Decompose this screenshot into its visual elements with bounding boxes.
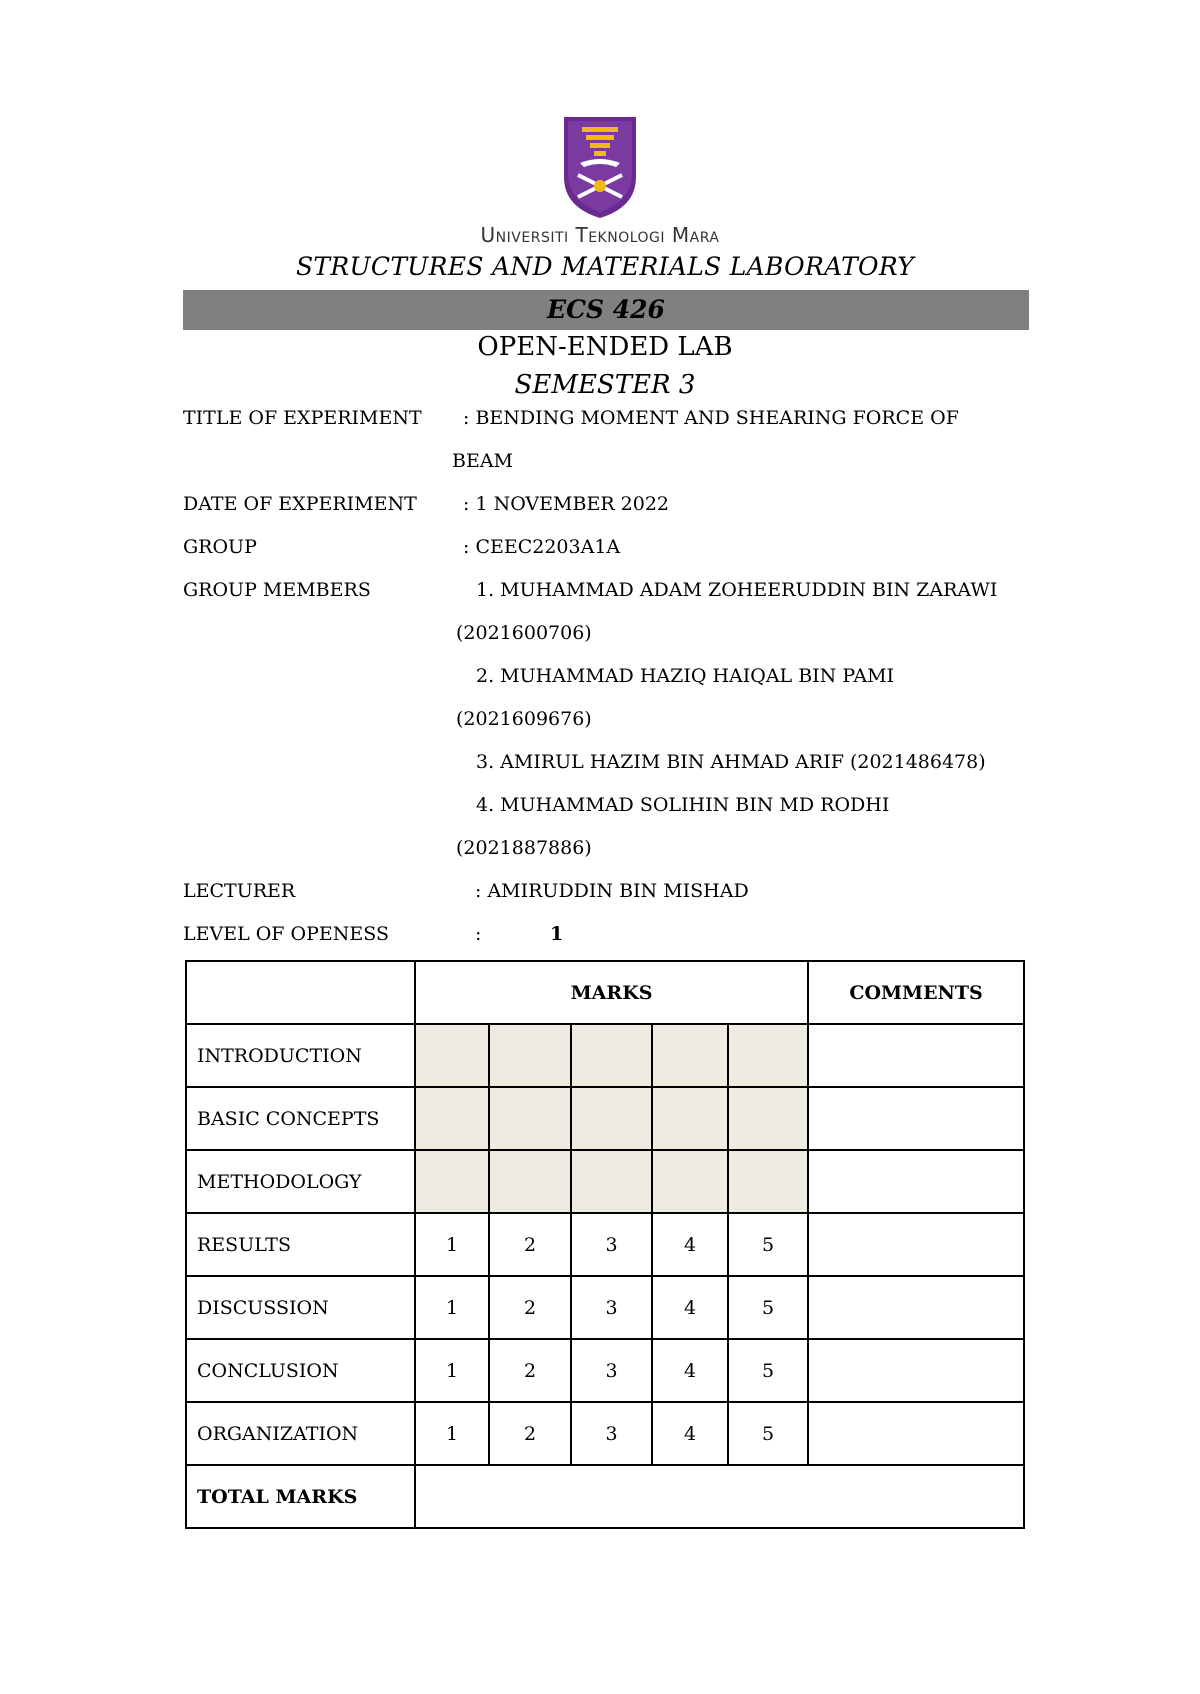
shaded-mark-cell xyxy=(571,1087,652,1150)
title-label: TITLE OF EXPERIMENT xyxy=(183,407,422,429)
marks-header: MARKS xyxy=(415,961,808,1024)
comment-cell xyxy=(808,1150,1024,1213)
shaded-mark-cell xyxy=(652,1150,728,1213)
shaded-mark-cell xyxy=(415,1150,489,1213)
shaded-mark-cell xyxy=(415,1024,489,1087)
shaded-mark-cell xyxy=(652,1024,728,1087)
total-marks-label: TOTAL MARKS xyxy=(186,1465,415,1528)
member-4: 4. MUHAMMAD SOLIHIN BIN MD RODHI xyxy=(476,794,890,816)
semester: SEMESTER 3 xyxy=(514,370,696,400)
openess-value: 1 xyxy=(550,923,564,945)
mark-option-cell: 1 xyxy=(415,1402,489,1465)
mark-option-cell: 3 xyxy=(571,1339,652,1402)
table-header-row xyxy=(186,961,1024,1024)
mark-option-cell: 5 xyxy=(728,1339,808,1402)
mark-option-cell: 4 xyxy=(652,1339,728,1402)
mark-option-cell: 2 xyxy=(489,1339,571,1402)
group-label: GROUP xyxy=(183,536,257,558)
criterion-label: BASIC CONCEPTS xyxy=(186,1087,415,1150)
members-label: GROUP MEMBERS xyxy=(183,579,371,601)
table-row xyxy=(186,1213,1024,1276)
shaded-mark-cell xyxy=(728,1024,808,1087)
table-row xyxy=(186,1402,1024,1465)
shaded-mark-cell xyxy=(489,1024,571,1087)
mark-option-cell: 4 xyxy=(652,1402,728,1465)
date-value: : 1 NOVEMBER 2022 xyxy=(463,493,670,515)
comment-cell xyxy=(808,1402,1024,1465)
openess-colon: : xyxy=(475,923,482,945)
shaded-mark-cell xyxy=(415,1087,489,1150)
mark-option-cell: 3 xyxy=(571,1213,652,1276)
comment-cell xyxy=(808,1276,1024,1339)
mark-option-cell: 1 xyxy=(415,1339,489,1402)
shaded-mark-cell xyxy=(652,1087,728,1150)
title-value-cont: BEAM xyxy=(452,450,514,472)
uitm-crest-icon xyxy=(560,115,640,220)
lab-title: STRUCTURES AND MATERIALS LABORATORY xyxy=(296,252,914,281)
table-row xyxy=(186,1150,1024,1213)
shaded-mark-cell xyxy=(728,1087,808,1150)
mark-option-cell: 3 xyxy=(571,1276,652,1339)
criterion-label: INTRODUCTION xyxy=(186,1024,415,1087)
mark-option-cell: 2 xyxy=(489,1276,571,1339)
total-marks-cell xyxy=(415,1465,1024,1528)
criterion-label: DISCUSSION xyxy=(186,1276,415,1339)
member-3: 3. AMIRUL HAZIM BIN AHMAD ARIF (2021486478) xyxy=(476,751,986,773)
member-2-id: (2021609676) xyxy=(456,708,592,730)
group-value: : CEEC2203A1A xyxy=(463,536,621,558)
shaded-mark-cell xyxy=(489,1087,571,1150)
table-row xyxy=(186,1276,1024,1339)
lecturer-label: LECTURER xyxy=(183,880,296,902)
title-value: : BENDING MOMENT AND SHEARING FORCE OF xyxy=(463,407,959,429)
member-4-id: (2021887886) xyxy=(456,837,592,859)
comment-cell xyxy=(808,1339,1024,1402)
total-row xyxy=(186,1465,1024,1528)
comment-cell xyxy=(808,1024,1024,1087)
comment-cell xyxy=(808,1213,1024,1276)
comment-cell xyxy=(808,1087,1024,1150)
comments-header: COMMENTS xyxy=(808,961,1024,1024)
table-row xyxy=(186,1024,1024,1087)
mark-option-cell: 2 xyxy=(489,1213,571,1276)
mark-option-cell: 3 xyxy=(571,1402,652,1465)
criterion-label: CONCLUSION xyxy=(186,1339,415,1402)
mark-option-cell: 4 xyxy=(652,1213,728,1276)
table-row xyxy=(186,1339,1024,1402)
mark-option-cell: 4 xyxy=(652,1276,728,1339)
shaded-mark-cell xyxy=(571,1024,652,1087)
header-blank-cell xyxy=(186,961,415,1024)
criterion-label: METHODOLOGY xyxy=(186,1150,415,1213)
shaded-mark-cell xyxy=(571,1150,652,1213)
member-1-id: (2021600706) xyxy=(456,622,592,644)
table-row xyxy=(186,1087,1024,1150)
date-label: DATE OF EXPERIMENT xyxy=(183,493,417,515)
university-name: Universiti Teknologi Mara xyxy=(480,223,720,247)
mark-option-cell: 1 xyxy=(415,1276,489,1339)
marks-table xyxy=(185,960,1025,1529)
criterion-label: ORGANIZATION xyxy=(186,1402,415,1465)
member-2: 2. MUHAMMAD HAZIQ HAIQAL BIN PAMI xyxy=(476,665,895,687)
shaded-mark-cell xyxy=(489,1150,571,1213)
mark-option-cell: 1 xyxy=(415,1213,489,1276)
member-1: 1. MUHAMMAD ADAM ZOHEERUDDIN BIN ZARAWI xyxy=(476,579,998,601)
mark-option-cell: 5 xyxy=(728,1213,808,1276)
criterion-label: RESULTS xyxy=(186,1213,415,1276)
course-code: ECS 426 xyxy=(183,290,1029,330)
mark-option-cell: 2 xyxy=(489,1402,571,1465)
lecturer-value: : AMIRUDDIN BIN MISHAD xyxy=(475,880,749,902)
mark-option-cell: 5 xyxy=(728,1276,808,1339)
mark-option-cell: 5 xyxy=(728,1402,808,1465)
shaded-mark-cell xyxy=(728,1150,808,1213)
openess-label: LEVEL OF OPENESS xyxy=(183,923,389,945)
lab-type: OPEN-ENDED LAB xyxy=(477,332,733,362)
